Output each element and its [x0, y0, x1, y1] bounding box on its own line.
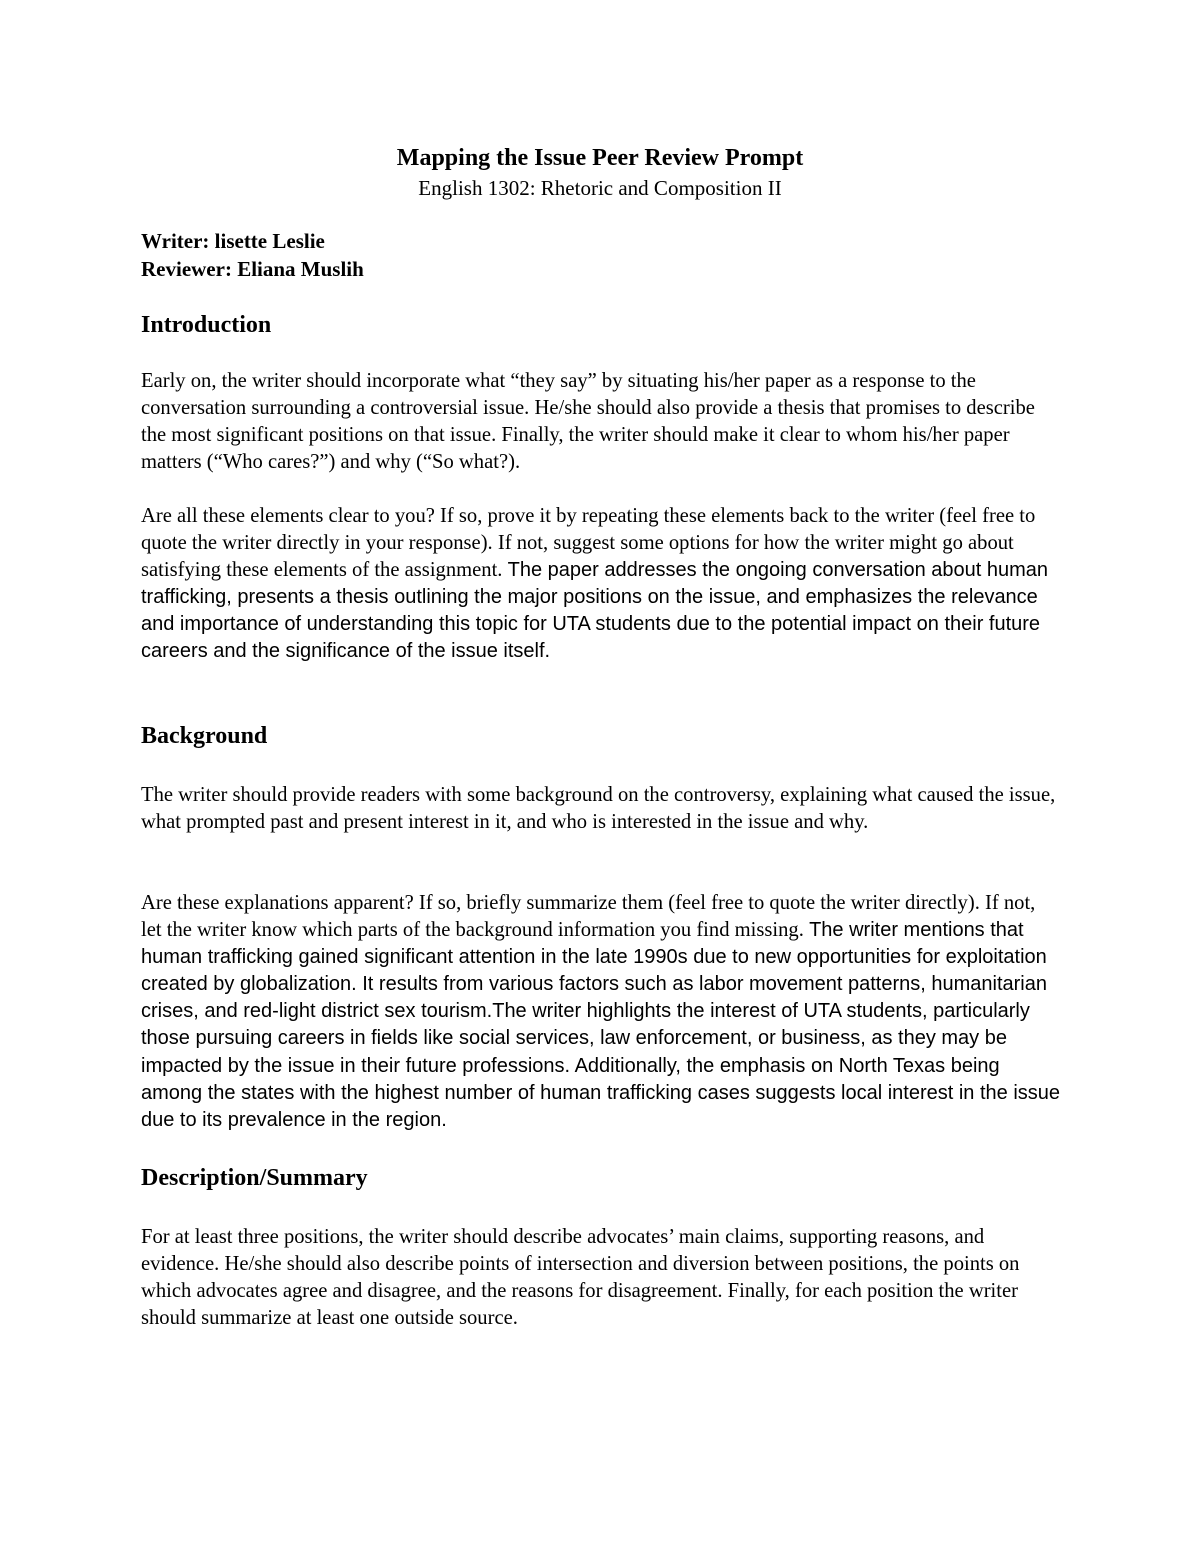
introduction-prompt: Early on, the writer should incorporate what “they say” by situating his/her paper as a response to the conversation surrounding a controversial issue. He/she should also provide a thesis that promises to describe the most significant positions on that issue. Finally, the writer should make it clear to whom his/her paper matters (“Who cares?”) and why (“So what?).: [141, 370, 1035, 474]
description-heading: Description/Summary: [141, 1165, 368, 1191]
background-heading: Background: [141, 723, 268, 749]
background-prompt: The writer should provide readers with some background on the controversy, explaining what caused the issue, what prompted past and present interest in it, and who is interested in the issue and why.: [141, 784, 1056, 834]
introduction-response: The paper addresses the ongoing conversation about human trafficking, presents a thesis outlining the major positions on the issue, and emphasizes the relevance and importance of understanding this topic for UTA students due to the potential impact on their future careers and the significance of the issue itself.: [141, 559, 1049, 663]
description-prompt: For at least three positions, the writer should describe advocates’ main claims, supporting reasons, and evidence. He/she should also describe points of intersection and diversion between positions, the points on which advocates agree and disagree, and the reasons for disagreement. Finally, for each position the writer should summarize at least one outside source.: [141, 1226, 1020, 1330]
background-question: Are these explanations apparent? If so, briefly summarize them (feel free to quote the writer directly). If not, let the writer know which parts of the background information you find missing.: [141, 892, 1036, 942]
reviewer-line: Reviewer: Eliana Muslih: [141, 257, 364, 281]
writer-line: Writer: lisette Leslie: [141, 229, 325, 253]
background-response: The writer mentions that human trafficking gained significant attention in the late 1990s due to new opportunities for exploitation created by globalization. It results from various factors such as labor movement patterns, humanitarian crises, and red-light district sex tourism.The writer highlights the interest of UTA students, particularly those pursuing careers in fields like social services, law enforcement, or business, as they may be impacted by the issue in their future professions. Additionally, the emphasis on North Texas being among the states with the highest number of human trafficking cases suggests local interest in the issue due to its prevalence in the region.: [141, 919, 1061, 1131]
introduction-question-and-response: [141, 503, 1061, 666]
introduction-question: Are all these elements clear to you? If so, prove it by repeating these elements back to the writer (feel free to quote the writer directly in your response). If not, suggest some options for how the writer might go about satisfying these elements of the assignment.: [141, 505, 1036, 582]
background-question-and-response: [141, 890, 1061, 1134]
document-title: Mapping the Issue Peer Review Prompt: [396, 145, 804, 171]
introduction-heading: Introduction: [141, 312, 272, 338]
document-subtitle: English 1302: Rhetoric and Composition II: [418, 176, 782, 200]
